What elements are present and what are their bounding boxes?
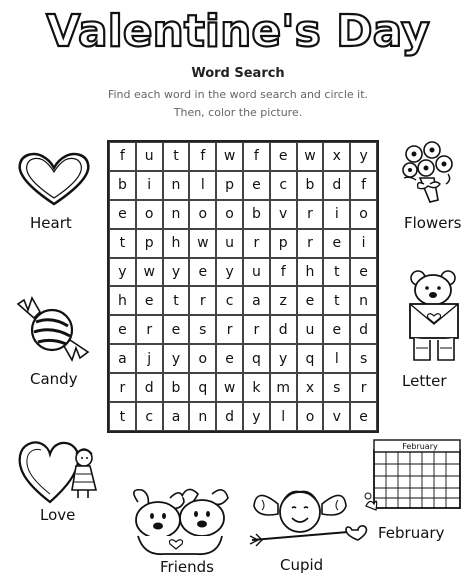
grid-cell: t — [323, 286, 350, 315]
grid-cell: y — [216, 258, 243, 287]
word-friends: Friends — [160, 558, 214, 576]
grid-cell: h — [109, 286, 136, 315]
grid-cell: d — [216, 402, 243, 431]
subtitle: Word Search — [191, 66, 285, 81]
word-february: February — [378, 524, 445, 542]
grid-cell: e — [350, 402, 377, 431]
grid-cell: r — [243, 315, 270, 344]
grid-cell: b — [297, 171, 324, 200]
grid-cell: e — [323, 229, 350, 258]
grid-cell: n — [163, 171, 190, 200]
grid-cell: i — [323, 200, 350, 229]
grid-cell: r — [216, 315, 243, 344]
grid-cell: q — [189, 373, 216, 402]
word-love: Love — [40, 506, 76, 524]
grid-cell: n — [189, 402, 216, 431]
grid-cell: r — [136, 315, 163, 344]
grid-cell: c — [136, 402, 163, 431]
instructions-line-1: Find each word in the word search and circle it. — [107, 88, 369, 101]
word-heart: Heart — [30, 214, 72, 232]
grid-cell: e — [297, 286, 324, 315]
grid-cell: b — [243, 200, 270, 229]
grid-cell: v — [270, 200, 297, 229]
grid-cell: d — [136, 373, 163, 402]
grid-cell: y — [243, 402, 270, 431]
grid-cell: t — [163, 286, 190, 315]
grid-cell: o — [297, 402, 324, 431]
grid-cell: l — [270, 402, 297, 431]
friends-icon — [124, 484, 232, 558]
grid-cell: e — [189, 258, 216, 287]
grid-cell: o — [189, 344, 216, 373]
grid-cell: t — [163, 142, 190, 171]
grid-cell: d — [270, 315, 297, 344]
grid-cell: i — [350, 229, 377, 258]
grid-cell: w — [216, 142, 243, 171]
grid-cell: f — [189, 142, 216, 171]
grid-cell: s — [189, 315, 216, 344]
page-title — [0, 0, 476, 62]
bear-letter-icon — [402, 268, 466, 368]
grid-cell: u — [243, 258, 270, 287]
word-letter: Letter — [402, 372, 447, 390]
word-flowers: Flowers — [404, 214, 462, 232]
grid-cell: y — [109, 258, 136, 287]
candy-icon — [14, 296, 92, 362]
word-cupid: Cupid — [280, 556, 324, 574]
grid-cell: e — [136, 286, 163, 315]
word-search-grid — [107, 140, 379, 433]
grid-cell: e — [109, 200, 136, 229]
grid-cell: q — [243, 344, 270, 373]
grid-cell: n — [350, 286, 377, 315]
grid-cell: u — [136, 142, 163, 171]
grid-cell: f — [109, 142, 136, 171]
grid-cell: d — [350, 315, 377, 344]
heart-icon — [14, 150, 94, 208]
grid-cell: o — [189, 200, 216, 229]
grid-cell: d — [323, 171, 350, 200]
flowers-icon — [396, 140, 460, 208]
grid-cell: f — [270, 258, 297, 287]
word-candy: Candy — [30, 370, 78, 388]
grid-cell: r — [189, 286, 216, 315]
grid-cell: m — [270, 373, 297, 402]
grid-cell: x — [297, 373, 324, 402]
grid-cell: w — [216, 373, 243, 402]
grid-cell: r — [109, 373, 136, 402]
grid-cell: p — [216, 171, 243, 200]
grid-cell: k — [243, 373, 270, 402]
grid-cell: z — [270, 286, 297, 315]
grid-cell: e — [323, 315, 350, 344]
grid-cell: j — [136, 344, 163, 373]
grid-cell: p — [136, 229, 163, 258]
grid-cell: e — [350, 258, 377, 287]
grid-cell: f — [350, 171, 377, 200]
grid-cell: h — [297, 258, 324, 287]
grid-cell: u — [297, 315, 324, 344]
grid-cell: r — [297, 200, 324, 229]
grid-cell: a — [109, 344, 136, 373]
grid-cell: t — [323, 258, 350, 287]
title-text: Valentine's Day — [46, 6, 430, 57]
grid-cell: v — [323, 402, 350, 431]
grid-cell: r — [350, 373, 377, 402]
grid-cell: l — [189, 171, 216, 200]
grid-cell: s — [350, 344, 377, 373]
grid-cell: x — [323, 142, 350, 171]
grid-cell: o — [350, 200, 377, 229]
grid-cell: y — [350, 142, 377, 171]
calendar-month-label: February — [402, 442, 438, 451]
grid-cell: o — [216, 200, 243, 229]
grid-cell: q — [297, 344, 324, 373]
grid-cell: o — [136, 200, 163, 229]
grid-cell: l — [323, 344, 350, 373]
grid-cell: r — [243, 229, 270, 258]
grid-cell: e — [109, 315, 136, 344]
grid-cell: n — [163, 200, 190, 229]
grid-cell: e — [163, 315, 190, 344]
grid-cell: r — [297, 229, 324, 258]
grid-cell: i — [136, 171, 163, 200]
cupid-icon — [248, 484, 370, 552]
grid-cell: y — [163, 258, 190, 287]
grid-cell: f — [243, 142, 270, 171]
grid-cell: u — [216, 229, 243, 258]
calendar-icon — [364, 436, 464, 512]
grid-cell: t — [109, 402, 136, 431]
grid-cell: c — [216, 286, 243, 315]
grid-cell: y — [270, 344, 297, 373]
grid-cell: c — [270, 171, 297, 200]
grid-cell: e — [216, 344, 243, 373]
grid-cell: h — [163, 229, 190, 258]
heart-girl-icon — [16, 432, 98, 506]
grid-cell: b — [163, 373, 190, 402]
grid-cell: a — [163, 402, 190, 431]
grid-cell: t — [109, 229, 136, 258]
grid-cell: s — [323, 373, 350, 402]
grid-cell: w — [189, 229, 216, 258]
grid-cell: y — [163, 344, 190, 373]
grid-cell: w — [297, 142, 324, 171]
grid-cell: p — [270, 229, 297, 258]
grid-cell: w — [136, 258, 163, 287]
grid-cell: e — [270, 142, 297, 171]
grid-cell: b — [109, 171, 136, 200]
instructions-line-2: Then, color the picture. — [173, 106, 303, 119]
grid-cell: a — [243, 286, 270, 315]
grid-cell: e — [243, 171, 270, 200]
